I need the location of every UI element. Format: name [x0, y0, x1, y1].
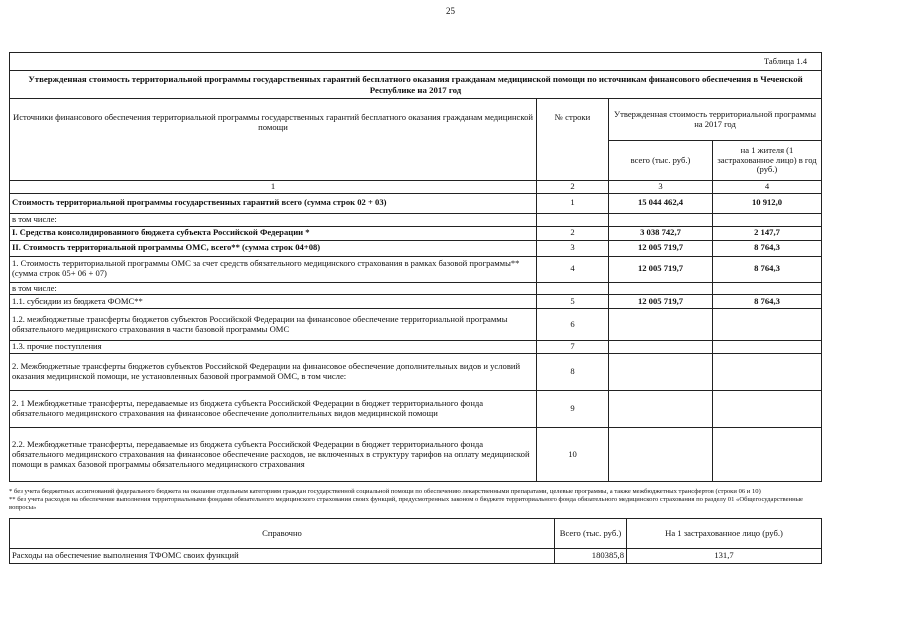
reference-header-per: На 1 застрахованное лицо (руб.) — [627, 518, 822, 548]
row-number — [537, 282, 609, 295]
header-row-no: № строки — [537, 99, 609, 181]
table-row — [10, 240, 822, 256]
row-total — [609, 428, 713, 482]
row-label: в том числе: — [10, 282, 537, 295]
table-label: Таблица 1.4 — [10, 53, 822, 71]
col-number-2: 2 — [537, 181, 609, 194]
reference-row-per: 131,7 — [627, 548, 822, 563]
row-total — [609, 391, 713, 428]
header-total: всего (тыс. руб.) — [609, 141, 713, 181]
table-row — [10, 213, 822, 226]
row-label: 1.3. прочие поступления — [10, 341, 537, 354]
row-label: Стоимость территориальной программы государственных гарантий всего (сумма строк 02 + 03) — [10, 193, 537, 213]
row-per-person — [713, 341, 822, 354]
footnote-2: ** без учета расходов на обеспечение выполнения территориальными фондами обязательного медицинского страхования своих функций, предусмотренных законом о бюджете территориального фонда обязательного медицинского страхования по разделу 01 «Общегосударственные вопросы» — [9, 496, 803, 511]
row-label: 2. 1 Межбюджетные трансферты, передаваемые из бюджета субъекта Российской Федерации в бюджет территориального фонда обязательного медицинского страхования на финансовое обеспечение дополнительных видов медицинской помощи — [10, 391, 537, 428]
row-per-person — [713, 391, 822, 428]
reference-header-total: Всего (тыс. руб.) — [555, 518, 627, 548]
row-number: 2 — [537, 226, 609, 240]
row-total — [609, 341, 713, 354]
row-total: 12 005 719,7 — [609, 256, 713, 282]
row-per-person — [713, 309, 822, 341]
row-total — [609, 354, 713, 391]
row-number: 3 — [537, 240, 609, 256]
main-table — [9, 52, 822, 482]
row-per-person: 10 912,0 — [713, 193, 822, 213]
document-sheet — [9, 52, 821, 564]
row-per-person: 2 147,7 — [713, 226, 822, 240]
row-total: 15 044 462,4 — [609, 193, 713, 213]
footnote-1: * без учета бюджетных ассигнований федерального бюджета на оказание отдельным категориям граждан государственной социальной помощи по обеспечению лекарственными препаратами, целевые программы, а также межбюджетных трансфертов (строки 06 и 10) — [9, 488, 761, 496]
table-row — [10, 391, 822, 428]
table-row — [10, 295, 822, 309]
row-number: 10 — [537, 428, 609, 482]
row-number: 5 — [537, 295, 609, 309]
footnotes — [9, 488, 821, 512]
reference-table — [9, 518, 822, 564]
row-total — [609, 282, 713, 295]
page-number: 25 — [446, 6, 455, 16]
table-row — [10, 428, 822, 482]
row-per-person: 8 764,3 — [713, 240, 822, 256]
row-total: 12 005 719,7 — [609, 240, 713, 256]
table-row — [10, 309, 822, 341]
row-number: 9 — [537, 391, 609, 428]
row-label: в том числе: — [10, 213, 537, 226]
col-number-3: 3 — [609, 181, 713, 194]
row-label: 1.2. межбюджетные трансферты бюджетов субъектов Российской Федерации на финансовое обеспечение территориальной программы обязательного медицинского страхования в части базовой программы ОМС — [10, 309, 537, 341]
row-number: 6 — [537, 309, 609, 341]
table-row — [10, 256, 822, 282]
row-per-person — [713, 354, 822, 391]
table-row — [10, 226, 822, 240]
header-source: Источники финансового обеспечения территориальной программы государственных гарантий бесплатного оказания гражданам медицинской помощи — [10, 99, 537, 181]
table-row — [10, 193, 822, 213]
row-number — [537, 213, 609, 226]
row-total — [609, 213, 713, 226]
row-label: 2. Межбюджетные трансферты бюджетов субъектов Российской Федерации на финансовое обеспечение дополнительных видов и условий оказания медицинской помощи, не установленных базовой программой ОМС, в том числе: — [10, 354, 537, 391]
col-number-1: 1 — [10, 181, 537, 194]
row-number: 8 — [537, 354, 609, 391]
table-row — [10, 354, 822, 391]
table-row — [10, 548, 822, 563]
row-label: 1. Стоимость территориальной программы ОМС за счет средств обязательного медицинского страхования в рамках базовой программы** (сумма строк 05+ 06 + 07) — [10, 256, 537, 282]
row-number: 4 — [537, 256, 609, 282]
reference-row-total: 180385,8 — [555, 548, 627, 563]
row-total: 3 038 742,7 — [609, 226, 713, 240]
row-total — [609, 309, 713, 341]
row-per-person — [713, 213, 822, 226]
row-number: 7 — [537, 341, 609, 354]
table-row — [10, 282, 822, 295]
row-per-person: 8 764,3 — [713, 295, 822, 309]
col-number-4: 4 — [713, 181, 822, 194]
row-total: 12 005 719,7 — [609, 295, 713, 309]
row-number: 1 — [537, 193, 609, 213]
row-label: 1.1. субсидии из бюджета ФОМС** — [10, 295, 537, 309]
reference-header-label: Справочно — [10, 518, 555, 548]
row-per-person: 8 764,3 — [713, 256, 822, 282]
reference-row-label: Расходы на обеспечение выполнения ТФОМС своих функций — [10, 548, 555, 563]
row-label: II. Стоимость территориальной программы ОМС, всего** (сумма строк 04+08) — [10, 240, 537, 256]
table-row — [10, 341, 822, 354]
table-title: Утвержденная стоимость территориальной программы государственных гарантий бесплатного оказания гражданам медицинской помощи по источникам финансового обеспечения в Чеченской Республике на 2017 год — [10, 71, 822, 99]
header-approved-cost: Утвержденная стоимость территориальной программы на 2017 год — [609, 99, 822, 141]
row-per-person — [713, 282, 822, 295]
header-per-person: на 1 жителя (1 застрахованное лицо) в год (руб.) — [713, 141, 822, 181]
row-per-person — [713, 428, 822, 482]
row-label: I. Средства консолидированного бюджета субъекта Российской Федерации * — [10, 226, 537, 240]
row-label: 2.2. Межбюджетные трансферты, передаваемые из бюджета субъекта Российской Федерации в бюджет территориального фонда обязательного медицинского страхования на финансовое обеспечение расходов, не включенных в структуру тарифов на оплату медицинской помощи в рамках базовой программы обязательного медицинского страхования — [10, 428, 537, 482]
